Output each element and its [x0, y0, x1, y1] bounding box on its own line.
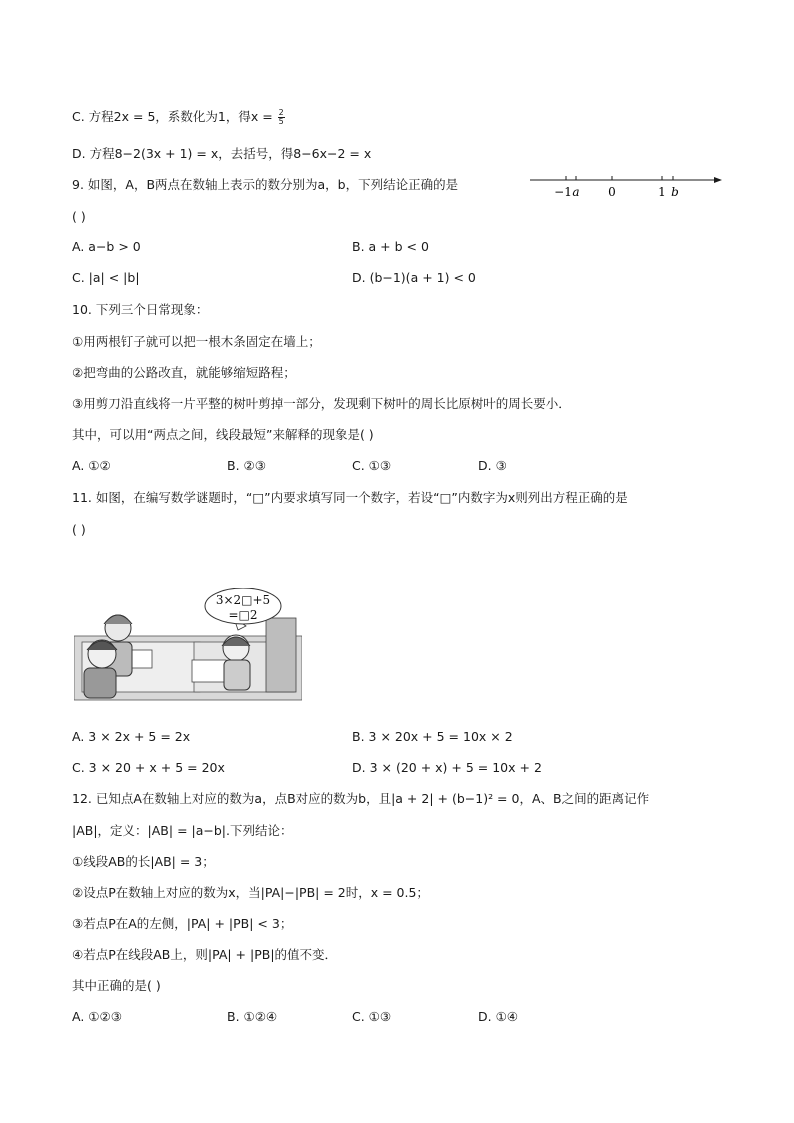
label-a: a	[572, 185, 580, 199]
q9-stem: 9. 如图，A，B两点在数轴上表示的数分别为a，b，下列结论正确的是	[72, 177, 459, 192]
q9-paren: ( )	[72, 209, 86, 224]
q10-option-b: B. ②③	[227, 458, 266, 473]
q12-question: 其中正确的是( )	[72, 978, 161, 993]
classroom-illustration	[74, 588, 302, 704]
number-line-figure	[528, 170, 724, 204]
q12-stem: 12. 已知点A在数轴上对应的数为a，点B对应的数为b，且|a + 2| + (b−1)² = 0，A、B之间的距离记作	[72, 791, 650, 806]
bubble-line1: 3×2□+5	[215, 593, 271, 607]
q9-option-b: B. a + b < 0	[352, 239, 429, 254]
q11-option-b: B. 3 × 20x + 5 = 10x × 2	[352, 729, 513, 744]
q12-option-b: B. ①②④	[227, 1009, 278, 1024]
q12-item-2: ②设点P在数轴上对应的数为x，当|PA|−|PB| = 2时，x = 0.5；	[72, 885, 429, 900]
q8-option-c	[72, 108, 285, 126]
q12-item-3: ③若点P在A的左侧，|PA| + |PB| < 3；	[72, 916, 293, 931]
q12-definition: |AB|，定义：|AB| = |a−b|.下列结论：	[72, 823, 293, 838]
bubble-line2: =□2	[228, 608, 258, 622]
q11-stem: 11. 如图，在编写数学谜题时，“□”内要求填写同一个数字，若设“□”内数字为x则列出方程正确的是	[72, 490, 628, 505]
label-minus1: −1	[554, 185, 572, 199]
fraction-numerator: 2	[278, 108, 284, 117]
q12-item-4: ④若点P在线段AB上，则|PA| + |PB|的值不变．	[72, 947, 338, 962]
q10-item-3: ③用剪刀沿直线将一片平整的树叶剪掉一部分，发现剩下树叶的周长比原树叶的周长要小．	[72, 396, 571, 411]
q11-paren: ( )	[72, 522, 86, 537]
q10-stem: 10. 下列三个日常现象：	[72, 302, 209, 317]
q10-question: 其中，可以用“两点之间，线段最短”来解释的现象是( )	[72, 427, 374, 442]
q12-option-a: A. ①②③	[72, 1009, 122, 1024]
q9-option-d: D. (b−1)(a + 1) < 0	[352, 270, 476, 285]
q10-option-d: D. ③	[478, 458, 507, 473]
q10-item-1: ①用两根钉子就可以把一根木条固定在墙上；	[72, 334, 321, 349]
q8c-text: C. 方程2x = 5，系数化为1，得x =	[72, 109, 277, 124]
label-b: b	[671, 185, 679, 199]
fraction	[278, 109, 285, 126]
q11-option-d: D. 3 × (20 + x) + 5 = 10x + 2	[352, 760, 542, 775]
q10-option-c: C. ①③	[352, 458, 392, 473]
q9-option-a: A. a−b > 0	[72, 239, 141, 254]
fraction-denominator: 5	[278, 117, 284, 126]
label-1: 1	[658, 185, 666, 199]
q11-option-a: A. 3 × 2x + 5 = 2x	[72, 729, 191, 744]
q9-option-c: C. |a| < |b|	[72, 270, 140, 285]
q11-option-c: C. 3 × 20 + x + 5 = 20x	[72, 760, 225, 775]
q12-item-1: ①线段AB的长|AB| = 3；	[72, 854, 215, 869]
q12-option-d: D. ①④	[478, 1009, 518, 1024]
q10-item-2: ②把弯曲的公路改直，就能够缩短路程；	[72, 365, 296, 380]
q8-option-d: D. 方程8−2(3x + 1) = x，去括号，得8−6x−2 = x	[72, 146, 372, 161]
q10-option-a: A. ①②	[72, 458, 111, 473]
axis-arrow	[714, 177, 722, 183]
label-0: 0	[608, 185, 616, 199]
q12-option-c: C. ①③	[352, 1009, 392, 1024]
